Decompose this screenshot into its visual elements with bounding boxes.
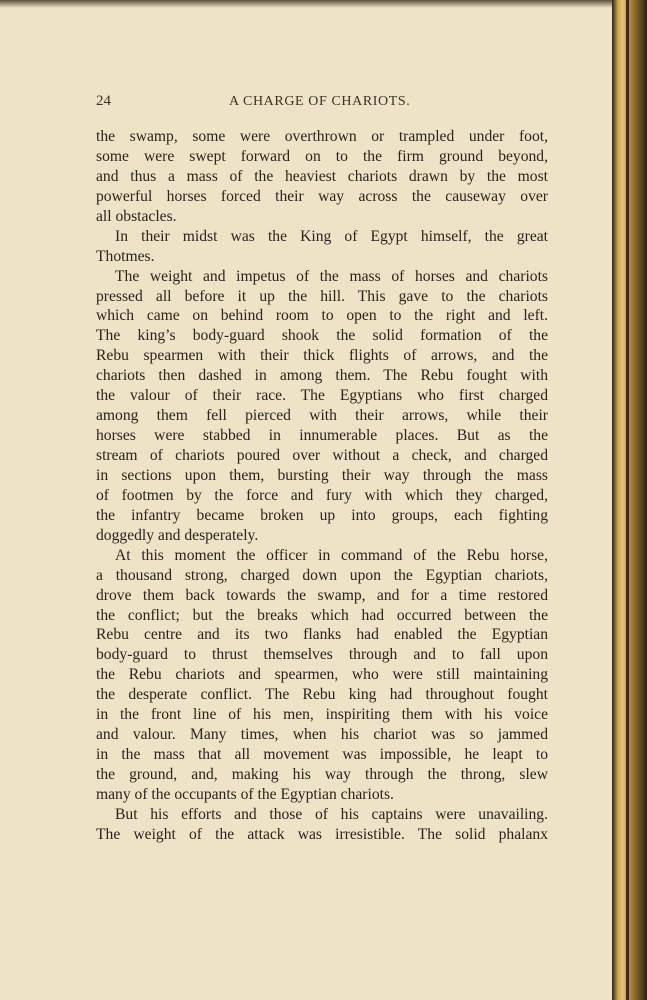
- text-line: all obstacles.: [96, 207, 177, 225]
- page-number: 24: [96, 93, 111, 109]
- text-line: Thotmes.: [96, 247, 155, 265]
- text-line: stream of chariots poured over without a check, and charged: [96, 447, 548, 464]
- text-line: drove them back towards the swamp, and for a time restored: [96, 586, 548, 604]
- text-line: Rebu spearmen with their thick flights of arrows, and the: [96, 347, 548, 365]
- running-title: A CHARGE OF CHARIOTS.: [229, 94, 411, 109]
- text-line: and thus a mass of the heaviest chariots drawn by the most: [96, 167, 548, 185]
- book-edge: [612, 0, 647, 1000]
- text-line: But his efforts and those of his captains were unavailing.: [115, 805, 548, 823]
- text-line: many of the occupants of the Egyptian chariots.: [96, 785, 394, 803]
- text-line: chariots then dashed in among them. The Rebu fought with: [96, 367, 548, 385]
- text-line: of footmen by the force and fury with which they charged,: [96, 486, 548, 504]
- text-line: the desperate conflict. The Rebu king had throughout fought: [96, 686, 548, 704]
- text-line: doggedly and desperately.: [96, 526, 259, 544]
- text-line: a thousand strong, charged down upon the Egyptian chariots,: [96, 566, 548, 584]
- text-line: the infantry became broken up into groups, each fighting: [96, 506, 548, 524]
- text-line: the swamp, some were overthrown or trampled under foot,: [96, 128, 548, 145]
- text-line: in the front line of his men, inspiriting them with his voice: [96, 706, 548, 724]
- body-text: [96, 127, 548, 845]
- text-line: among them fell pierced with their arrows, while their: [96, 407, 548, 425]
- text-line: which came on behind room to open to the right and left.: [96, 307, 548, 325]
- text-line: and valour. Many times, when his chariot was so jammed: [96, 726, 548, 744]
- text-line: some were swept forward on to the firm ground beyond,: [96, 147, 548, 165]
- text-line: body-guard to thrust themselves through and to fall upon: [96, 646, 548, 664]
- text-line: At this moment the officer in command of the Rebu horse,: [115, 546, 548, 564]
- book-edge-line: [626, 0, 629, 1000]
- text-line: the Rebu chariots and spearmen, who were still maintaining: [96, 666, 548, 684]
- text-line: The weight and impetus of the mass of horses and chariots: [115, 267, 548, 285]
- text-line: the valour of their race. The Egyptians who first charged: [96, 387, 548, 405]
- text-line: pressed all before it up the hill. This gave to the chariots: [96, 287, 548, 305]
- text-line: horses were stabbed in innumerable places. But as the: [96, 427, 548, 445]
- text-line: the ground, and, making his way through the throng, slew: [96, 766, 548, 783]
- text-line: in the mass that all movement was impossible, he leapt to: [96, 746, 548, 764]
- text-line: the conflict; but the breaks which had occurred between the: [96, 606, 548, 624]
- text-line: The king’s body-guard shook the solid formation of the: [96, 327, 548, 345]
- text-line: powerful horses forced their way across the causeway over: [96, 187, 548, 205]
- page-top-shadow: [0, 0, 612, 8]
- text-line: In their midst was the King of Egypt himself, the great: [115, 227, 548, 245]
- text-line: The weight of the attack was irresistible. The solid phalanx: [96, 825, 548, 843]
- text-line: in sections upon them, bursting their way through the mass: [96, 466, 548, 484]
- text-line: Rebu centre and its two flanks had enabled the Egyptian: [96, 626, 548, 644]
